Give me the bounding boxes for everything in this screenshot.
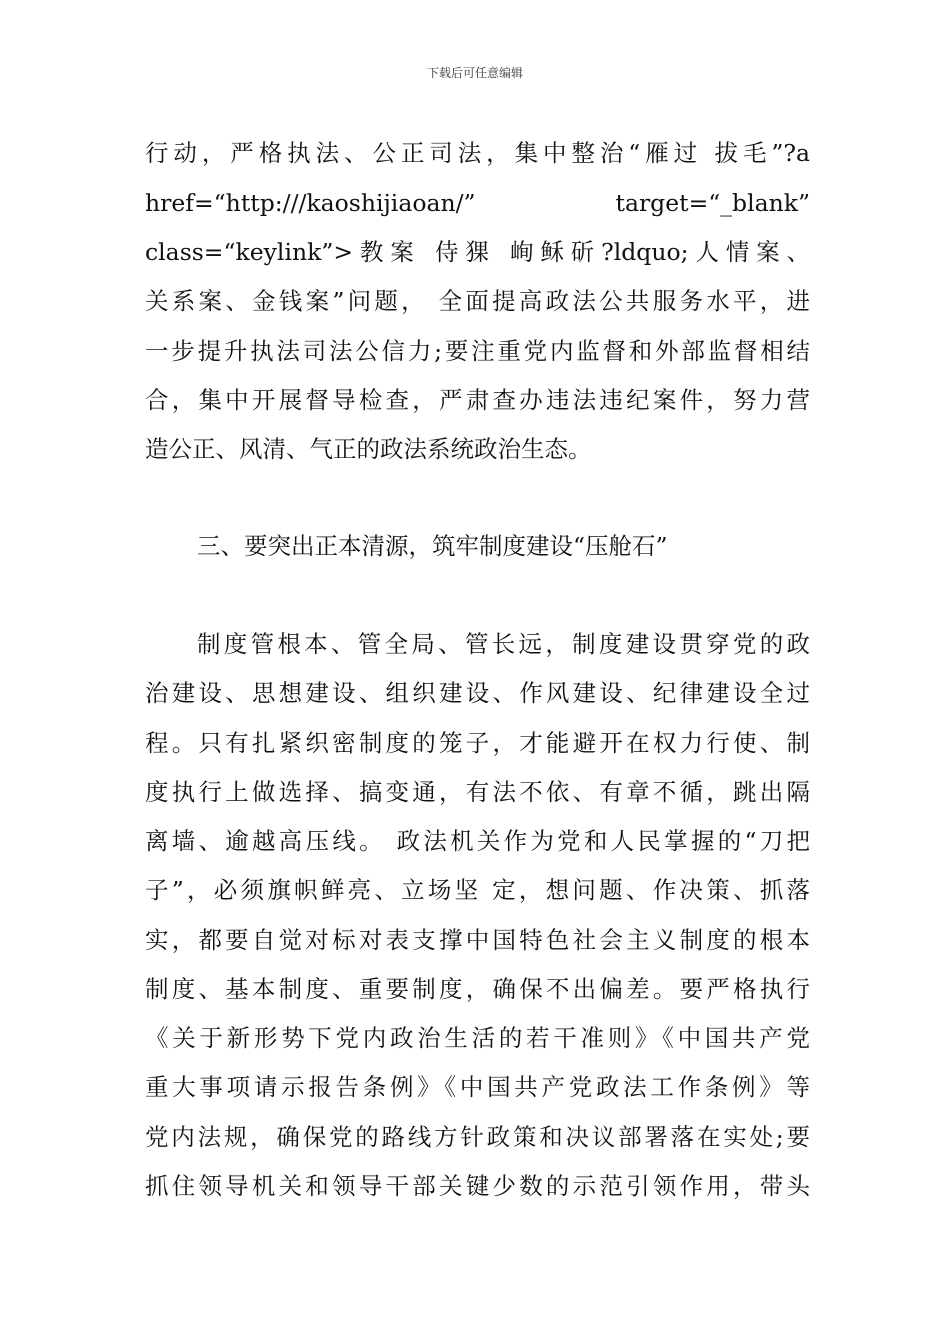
text-line: 度执行上做选择、搞变通，有法不依、有章不循，跳出隔 (145, 778, 810, 806)
text-line: 抓住领导机关和领导干部关键少数的示范引领作用，带头 (145, 1172, 810, 1200)
text-line: href=“http:///kaoshijiaoan/” target=“_blank” (145, 189, 810, 217)
page-header: 下载后可任意编辑 (426, 66, 523, 80)
text-line: 关系案、金钱案”问题， 全面提高政法公共服务水平，进 (145, 287, 810, 315)
text-line: 重大事项请示报告条例》《中国共产党政法工作条例》等 (145, 1073, 810, 1101)
text-line: 治建设、思想建设、组织建设、作风建设、纪律建设全过 (145, 679, 810, 707)
text-line: 制度管根本、管全局、管长远，制度建设贯穿党的政 (197, 630, 810, 658)
text-line: 程。只有扎紧织密制度的笼子，才能避开在权力行使、制 (145, 729, 810, 757)
text-line: class=“keylink”>教案 侍猓 峋稣斫?ldquo;人情案、 (145, 238, 810, 266)
text-line: 三、要突出正本清源，筑牢制度建设“压舱石” (197, 532, 668, 560)
text-line: 合，集中开展督导检查，严肃查办违法违纪案件，努力营 (145, 386, 810, 414)
text-line: 制度、基本制度、重要制度，确保不出偏差。要严格执行 (145, 975, 810, 1003)
text-line: 《关于新形势下党内政治生活的若干准则》《中国共产党 (145, 1024, 810, 1052)
text-line: 离墙、逾越高压线。 政法机关作为党和人民掌握的“刀把 (145, 827, 810, 855)
text-line: 造公正、风清、气正的政法系统政治生态。 (145, 435, 592, 463)
text-line: 党内法规，确保党的路线方针政策和决议部署落在实处;要 (145, 1123, 810, 1151)
text-line: 实，都要自觉对标对表支撑中国特色社会主义制度的根本 (145, 926, 810, 954)
text-line: 行动，严格执法、公正司法，集中整治“雁过 拔毛”?a (145, 139, 810, 167)
text-line: 子”，必须旗帜鲜亮、立场坚 定，想问题、作决策、抓落 (145, 876, 810, 904)
text-line: 一步提升执法司法公信力;要注重党内监督和外部监督相结 (145, 337, 810, 365)
